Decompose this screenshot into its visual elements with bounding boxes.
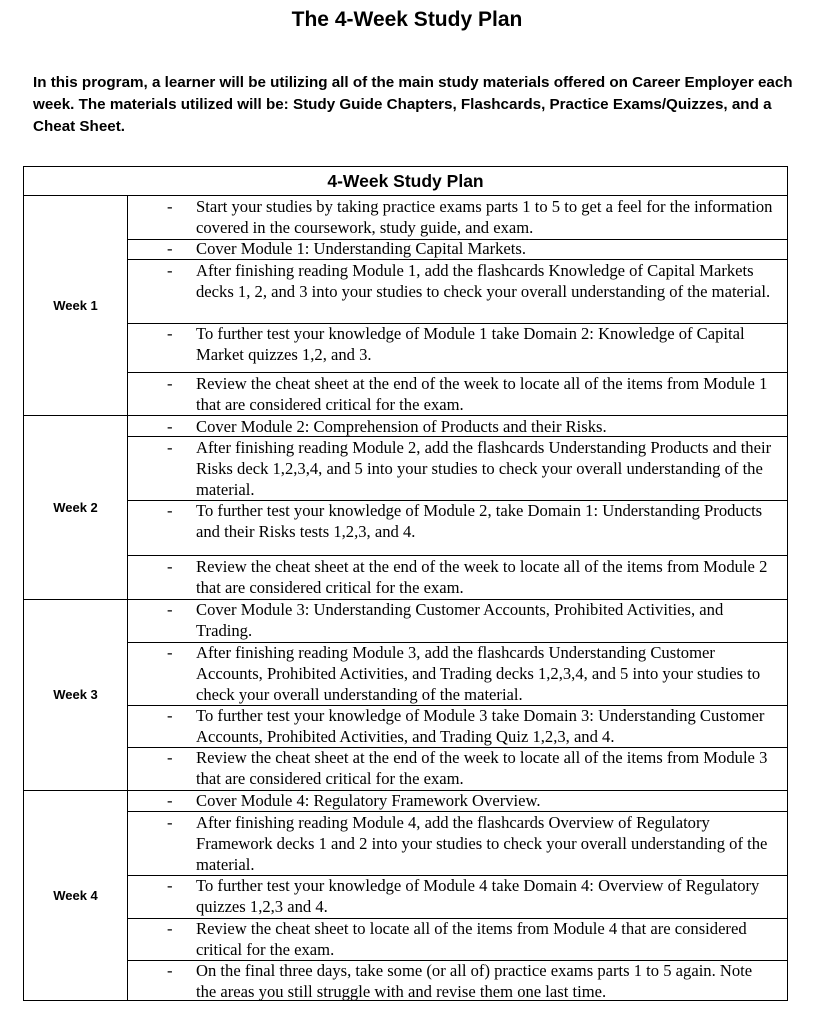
item-text: To further test your knowledge of Module 2, take Domain 1: Understanding Products and their Risks tests 1,2,3, and 4. [196, 501, 763, 541]
bullet-dash: - [167, 876, 173, 895]
item-text: Cover Module 1: Understanding Capital Markets. [196, 239, 526, 258]
bullet-dash: - [167, 324, 173, 343]
item-text: After finishing reading Module 4, add the flashcards Overview of Regulatory Framework decks 1 and 2 into your studies to check your overall understanding of the material. [196, 813, 768, 874]
bullet-dash: - [167, 197, 173, 216]
item-text: Start your studies by taking practice exams parts 1 to 5 to get a feel for the information covered in the coursework, study guide, and exam. [196, 197, 773, 237]
item-text: To further test your knowledge of Module 4 take Domain 4: Overview of Regulatory quizzes 1,2,3 and 4. [196, 876, 760, 916]
bullet-dash: - [167, 261, 173, 280]
bullet-dash: - [167, 791, 173, 810]
column-divider [127, 196, 128, 1000]
study-plan-table [23, 166, 788, 1001]
week-4-label: Week 4 [53, 888, 98, 903]
bullet-dash: - [167, 557, 173, 576]
item-text: Cover Module 4: Regulatory Framework Overview. [196, 791, 541, 810]
item-text: Review the cheat sheet to locate all of the items from Module 4 that are considered critical for the exam. [196, 919, 747, 959]
item-text: Cover Module 2: Comprehension of Products and their Risks. [196, 417, 607, 436]
bullet-dash: - [167, 438, 173, 457]
item-text: Review the cheat sheet at the end of the week to locate all of the items from Module 2 that are considered critical for the exam. [196, 557, 768, 597]
item-text: After finishing reading Module 1, add the flashcards Knowledge of Capital Markets decks 1, 2, and 3 into your studies to check your overall understanding of the material. [196, 261, 771, 301]
table-header: 4-Week Study Plan [24, 167, 787, 196]
item-text: Cover Module 3: Understanding Customer Accounts, Prohibited Activities, and Trading. [196, 600, 724, 640]
week-1-label: Week 1 [53, 298, 98, 313]
bullet-dash: - [167, 961, 173, 980]
bullet-dash: - [167, 748, 173, 767]
bullet-dash: - [167, 643, 173, 662]
bullet-dash: - [167, 813, 173, 832]
bullet-dash: - [167, 501, 173, 520]
bullet-dash: - [167, 374, 173, 393]
week-divider [24, 415, 787, 416]
bullet-dash: - [167, 600, 173, 619]
week-2-label: Week 2 [53, 499, 98, 515]
bullet-dash: - [167, 239, 173, 258]
item-text: On the final three days, take some (or all of) practice exams parts 1 to 5 again. Note the areas you still struggle with and revise them one last time. [196, 961, 753, 1001]
item-text: Review the cheat sheet at the end of the week to locate all of the items from Module 1 that are considered critical for the exam. [196, 374, 768, 414]
week-3-label: Week 3 [53, 687, 98, 702]
intro-paragraph: In this program, a learner will be utilizing all of the main study materials offered on Career Employer each week. The materials utilized will be: Study Guide Chapters, Flashcards, Practice Exams/Quizzes, and a Cheat Sheet. [33, 74, 793, 135]
bullet-dash: - [167, 706, 173, 725]
page-title: The 4-Week Study Plan [291, 8, 523, 31]
item-text: To further test your knowledge of Module 3 take Domain 3: Understanding Customer Accounts, Prohibited Activities, and Trading Quiz 1,2,3, and 4. [196, 706, 765, 746]
item-text: Review the cheat sheet at the end of the week to locate all of the items from Module 3 that are considered critical for the exam. [196, 748, 768, 788]
item-text: To further test your knowledge of Module 1 take Domain 2: Knowledge of Capital Market quizzes 1,2, and 3. [196, 324, 745, 364]
item-text: After finishing reading Module 3, add the flashcards Understanding Customer Accounts, Prohibited Activities, and Trading decks 1,2,3,4, and 5 into your studies to check your overall understanding of the material. [196, 643, 761, 704]
bullet-dash: - [167, 919, 173, 938]
item-text: After finishing reading Module 2, add the flashcards Understanding Products and their Risks deck 1,2,3,4, and 5 into your studies to check your overall understanding of the material. [196, 438, 772, 499]
bullet-dash: - [167, 417, 173, 436]
